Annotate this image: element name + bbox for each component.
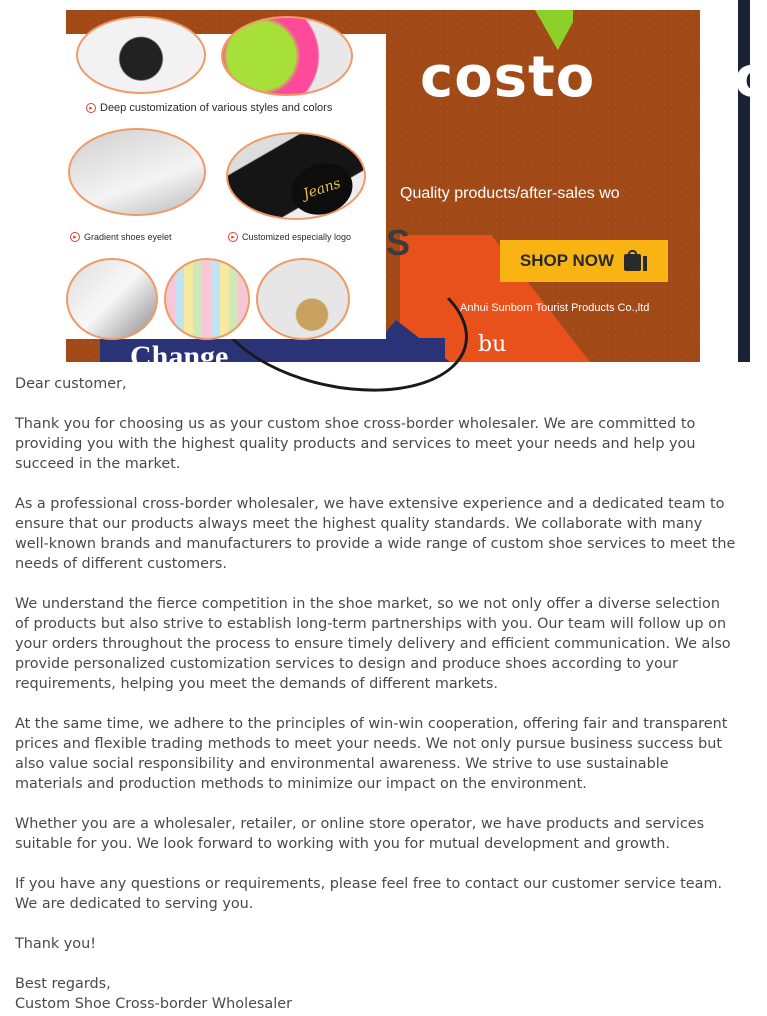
banner-title: costo — [420, 45, 596, 110]
letter-paragraph: At the same time, we adhere to the principles of win-win cooperation, offering fair and transparent prices and flexible trading methods to meet your needs. We not only pursue business success but also value social responsibility and environmental awareness. We strive to use sustainable materials and production methods to minimize our impact on the environment. — [15, 716, 728, 792]
company-name: Anhui Sunborn Tourist Products Co.,ltd — [460, 302, 650, 314]
caption-eyelet-text: Gradient shoes eyelet — [84, 232, 172, 242]
shoe-laces-image — [76, 16, 206, 94]
lace-tips-image — [256, 258, 350, 340]
pastel-laces-image — [164, 258, 250, 340]
banner-subtitle: Quality products/after-sales wo — [400, 185, 620, 202]
letter-paragraph: We understand the fierce competition in the shoe market, so we not only offer a diverse selection of products but also strive to establish long-term partnerships with you. Our team will follow up on your orders throughout the process to ensure timely delivery and efficient communication. We also provide personalized customization services to design and produce shoes according to your requirements, helping you meet the demands of different markets. — [15, 596, 731, 692]
bullet-icon: ▸ — [228, 232, 238, 242]
bullet-icon: ▸ — [86, 103, 96, 113]
caption-logo — [228, 232, 351, 242]
product-collage-panel — [56, 34, 386, 339]
caption-customization — [86, 102, 332, 114]
letter-paragraph: If you have any questions or requirements, please feel free to contact our customer service team. We are dedicated to serving you. — [15, 876, 723, 912]
banner-side-letter: S — [386, 222, 411, 263]
jeans-logo-tag: Jeans — [285, 156, 359, 223]
letter-signature: Custom Shoe Cross-border Wholesaler — [15, 996, 293, 1012]
shopping-bag-icon — [624, 250, 648, 272]
caption-customization-text: Deep customization of various styles and colors — [100, 102, 333, 114]
letter-paragraph: As a professional cross-border wholesaler, we have extensive experience and a dedicated team to ensure that our products always meet the highest quality standards. We collaborate with many well-known brands and manufacturers to provide a wide range of custom shoe services to meet the needs of different customers. — [15, 496, 736, 572]
shop-now-label: SHOP NOW — [519, 251, 615, 270]
sneaker-eyelet-image — [68, 128, 206, 216]
banner-swirl-text: bu — [478, 332, 507, 357]
promo-banner[interactable] — [0, 0, 767, 373]
colorful-laces-image — [221, 16, 353, 96]
letter-paragraph: Whether you are a wholesaler, retailer, or online store operator, we have products and services suitable for you. We look forward to working with you for mutual development and growth. — [15, 816, 705, 852]
caption-logo-text: Customized especially logo — [242, 232, 352, 242]
letter-paragraph: Thank you for choosing us as your custom shoe cross-border wholesaler. We are committed to providing you with the highest quality products and services to meet your needs and help you succeed in the market. — [15, 416, 696, 472]
shop-now-button[interactable] — [500, 240, 668, 282]
grey-sneaker-image — [66, 258, 158, 340]
letter-closing: Best regards, — [15, 976, 111, 992]
letter-thanks: Thank you! — [15, 936, 96, 952]
banner-title-cut-letter: c — [734, 45, 767, 110]
caption-eyelet — [70, 232, 172, 242]
bullet-icon: ▸ — [70, 232, 80, 242]
letter-greeting: Dear customer, — [15, 376, 127, 392]
letter-body — [15, 374, 737, 1014]
banner-bottom-text: Change — [130, 340, 229, 373]
